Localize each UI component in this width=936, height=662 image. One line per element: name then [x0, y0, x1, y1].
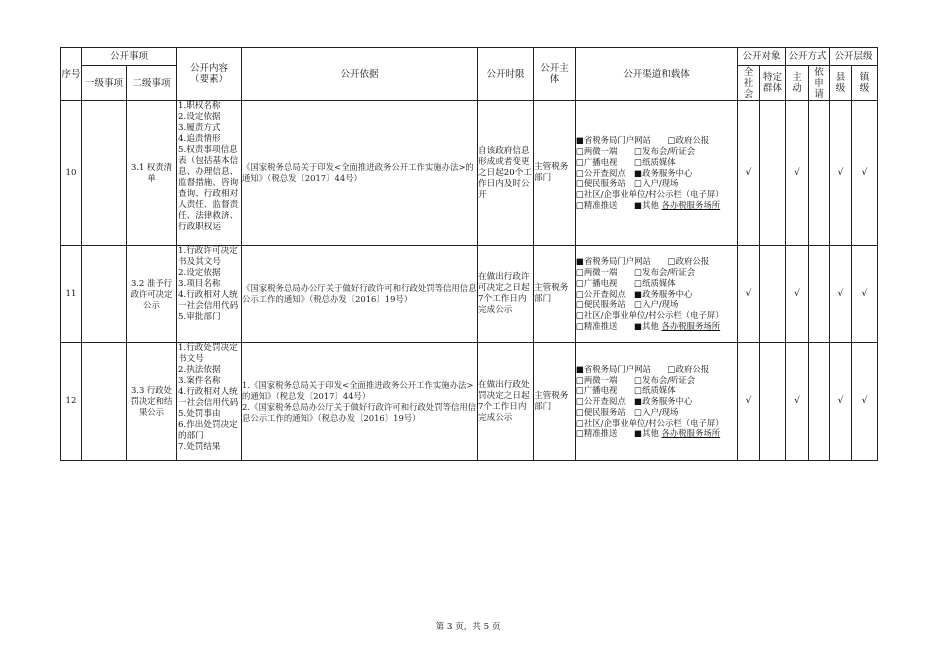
row-level2: 3.2 准予行政许可决定公示 [127, 246, 177, 343]
method-apply-check [809, 246, 830, 343]
header-level-town: 镇 级 [852, 66, 878, 101]
row-subject: 主管税务部门 [534, 101, 576, 246]
row-channels [576, 101, 738, 246]
row-seq: 12 [61, 343, 82, 461]
row-subject: 主管税务部门 [534, 246, 576, 343]
row-level2: 3.1 权责清单 [127, 101, 177, 246]
header-level1: 一级事项 [82, 66, 127, 101]
channel-item: □两微一端 □发布会/听证会 [576, 146, 696, 156]
channel-item: □公开查阅点 ■政务服务中心 [576, 288, 693, 299]
channel-item: ■省税务局门户网站 □政府公报 [576, 256, 710, 267]
content-item: 1.行政许可决定书及其文号 [178, 246, 238, 267]
channel-item: □便民服务站 □入户/现场 [576, 178, 679, 189]
header-target-all: 全 社 会 [738, 66, 760, 101]
row-level1 [82, 101, 127, 246]
channel-list [576, 256, 737, 332]
row-basis: 《国家税务总局关于印发<全面推进政务公开工作实施办法>的通知》（税总发〔2017〕44号） [242, 101, 478, 246]
content-item: 5.处罚事由 [178, 409, 221, 419]
channel-item: ■省税务局门户网站 □政府公报 [576, 135, 710, 146]
row-content [177, 101, 242, 246]
disclosure-table [60, 47, 878, 461]
content-item: 4.行政相对人统一社会信用代码 [178, 387, 239, 408]
header-items-group: 公开事项 [82, 48, 177, 66]
row-level1 [82, 246, 127, 343]
channel-item: □两微一端 □发布会/听证会 [576, 267, 696, 277]
channel-item: □精准推送 ■其他 各办税服务场所 [576, 199, 721, 210]
channel-item: □社区/企事业单位/村公示栏（电子屏） [576, 417, 724, 428]
content-item: 3.履责方式 [178, 123, 221, 133]
channel-item: □便民服务站 □入户/现场 [576, 299, 679, 310]
content-list [177, 246, 241, 323]
channel-other-value: 各办税服务场所 [661, 428, 721, 439]
channel-list [576, 135, 737, 211]
level-county-check: √ [830, 101, 852, 246]
channel-item: □两微一端 □发布会/听证会 [576, 374, 696, 385]
header-seq: 序号 [61, 48, 82, 101]
channel-item: □便民服务站 □入户/现场 [576, 406, 679, 417]
channel-item: □社区/企事业单位/村公示栏（电子屏） [576, 310, 724, 321]
header-method-group: 公开方式 [786, 48, 830, 66]
content-item: 2.设定依据 [178, 112, 221, 122]
content-list [177, 101, 241, 233]
row-period: 在做出行政许可决定之日起7个工作日内完成公示 [478, 246, 534, 343]
target-specific-check [760, 246, 786, 343]
row-basis: 《国家税务总局办公厅关于做好行政许可和行政处罚等信用信息公示工作的通知》（税总办发〔2016〕19号） [242, 246, 478, 343]
content-item: 4.行政相对人统一社会信用代码 [178, 290, 239, 311]
row-content [177, 246, 242, 343]
row-channels [576, 343, 738, 461]
content-item: 2.执法依据 [178, 365, 221, 375]
method-active-check: √ [786, 246, 809, 343]
header-content: 公开内容 （要素） [177, 48, 242, 101]
header-basis: 公开依据 [242, 48, 478, 101]
channel-item: □公开查阅点 ■政务服务中心 [576, 167, 693, 178]
target-all-check: √ [738, 246, 760, 343]
content-item: 5.权责事项信息表（包括基本信息、办理信息、监督措施、咨询查询、行政相对人责任、监督责任、法律救济、行政职权运 [178, 145, 239, 232]
channel-other-value: 各办税服务场所 [661, 199, 721, 210]
channel-other-value: 各办税服务场所 [661, 320, 721, 331]
content-item: 3.项目名称 [178, 279, 221, 289]
header-channels: 公开渠道和载体 [576, 48, 738, 101]
header-subject: 公开主 体 [534, 48, 576, 101]
target-specific-check [760, 101, 786, 246]
channel-list [576, 364, 737, 440]
target-specific-check [760, 343, 786, 461]
channel-item: □广播电视 □纸质媒体 [576, 385, 676, 396]
channel-item: □精准推送 ■其他 各办税服务场所 [576, 428, 721, 439]
content-item: 3.案件名称 [178, 376, 221, 386]
header-level2: 二级事项 [127, 66, 177, 101]
channel-item: □广播电视 □纸质媒体 [576, 277, 676, 288]
content-item: 1.行政处罚决定书文号 [178, 343, 238, 364]
method-apply-check [809, 343, 830, 461]
header-target-group: 公开对象 [738, 48, 786, 66]
level-town-check: √ [852, 101, 878, 246]
header-level-county: 县 级 [830, 66, 852, 101]
header-level-group: 公开层级 [830, 48, 878, 66]
channel-item: □广播电视 □纸质媒体 [576, 156, 676, 167]
header-method-active: 主 动 [786, 66, 809, 101]
content-item: 1.职权名称 [178, 101, 221, 111]
level-town-check: √ [852, 246, 878, 343]
row-level1 [82, 343, 127, 461]
content-item: 6.作出处罚决定的部门 [178, 420, 238, 441]
table-row [61, 101, 878, 246]
target-all-check: √ [738, 343, 760, 461]
row-period: 自该政府信息形成或者变更之日起20个工作日内及时公开 [478, 101, 534, 246]
channel-item: □精准推送 ■其他 各办税服务场所 [576, 320, 721, 331]
header-target-specific: 特定 群体 [760, 66, 786, 101]
content-item: 7.处罚结果 [178, 442, 221, 452]
level-county-check: √ [830, 343, 852, 461]
content-list [177, 343, 241, 453]
header-method-apply: 依 申 请 [809, 66, 830, 101]
channel-item: □公开查阅点 ■政务服务中心 [576, 396, 693, 407]
row-channels [576, 246, 738, 343]
row-content [177, 343, 242, 461]
row-level2: 3.3 行政处罚决定和结果公示 [127, 343, 177, 461]
method-active-check: √ [786, 343, 809, 461]
level-county-check: √ [830, 246, 852, 343]
content-item: 4.追责情形 [178, 134, 221, 144]
method-apply-check [809, 101, 830, 246]
channel-item: □社区/企事业单位/村公示栏（电子屏） [576, 189, 724, 200]
row-seq: 11 [61, 246, 82, 343]
row-basis: 1.《国家税务总局关于印发<全面推进政务公开工作实施办法>的通知》（税总发〔2017〕44号） 2.《国家税务总局办公厅关于做好行政许可和行政处罚等信用信息公示工作的通知》（税总办发〔2016〕19号） [242, 343, 478, 461]
content-item: 2.设定依据 [178, 268, 221, 278]
row-seq: 10 [61, 101, 82, 246]
level-town-check: √ [852, 343, 878, 461]
header-period: 公开时限 [478, 48, 534, 101]
table-row [61, 343, 878, 461]
table-row [61, 246, 878, 343]
target-all-check: √ [738, 101, 760, 246]
content-item: 5.审批部门 [178, 312, 221, 322]
row-period: 在做出行政处罚决定之日起7个工作日内完成公示 [478, 343, 534, 461]
row-subject: 主管税务部门 [534, 343, 576, 461]
method-active-check: √ [786, 101, 809, 246]
channel-item: ■省税务局门户网站 □政府公报 [576, 363, 710, 374]
page-footer: 第 3 页，共 5 页 [435, 622, 501, 632]
